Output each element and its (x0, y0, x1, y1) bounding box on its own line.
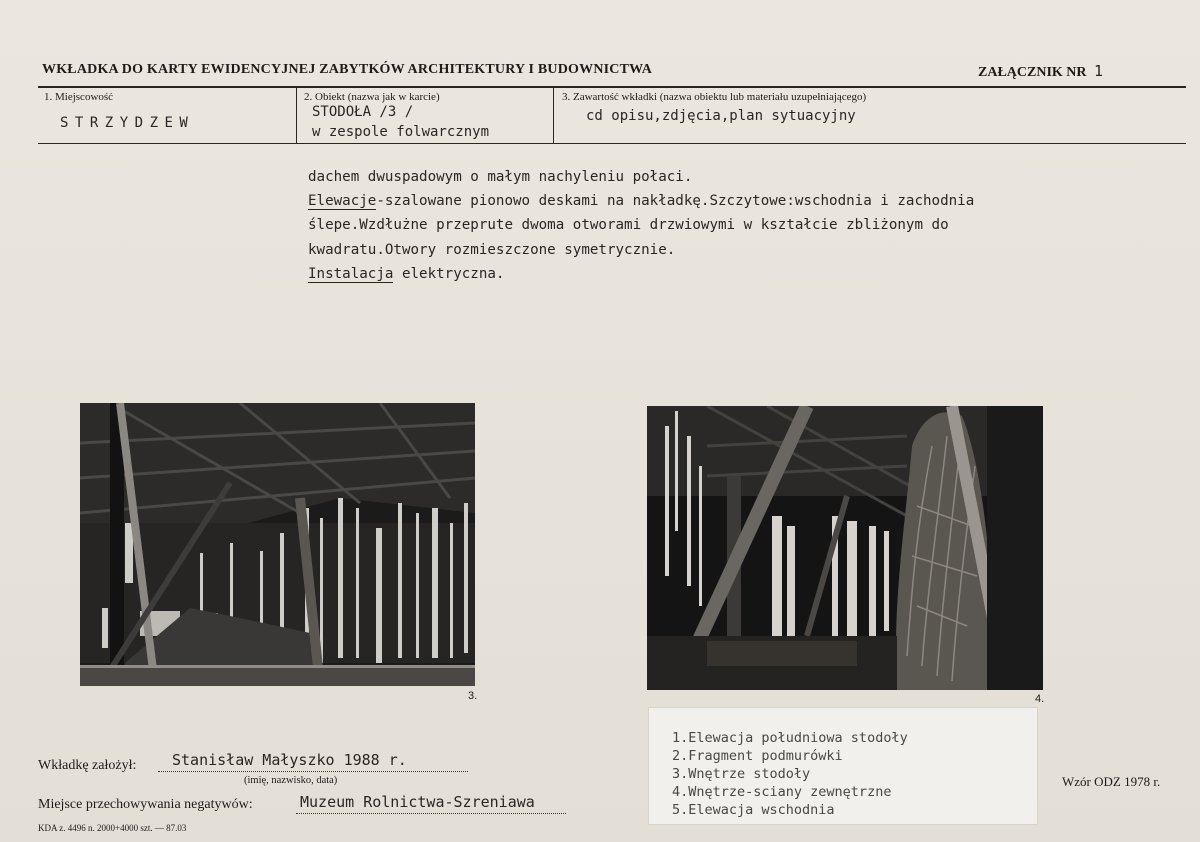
field-divider-1 (296, 88, 297, 144)
installation-term: Instalacja (308, 265, 394, 282)
field-divider-2 (553, 88, 554, 144)
field-2-value-line1: STODOŁA /3 / (312, 104, 414, 120)
created-by-label: Wkładkę założył: (38, 758, 137, 773)
field-3-value: cd opisu,zdjęcia,plan sytuacyjny (586, 108, 856, 124)
negative-storage-line (296, 813, 566, 814)
caption-item: 5.Elewacja wschodnia (672, 802, 835, 818)
field-3-label: 3. Zawartość wkładki (nazwa obiektu lub materiału uzupełniającego) (562, 91, 867, 103)
photo-number-3: 3. (468, 690, 478, 702)
created-by-hint: (imię, nazwisko, data) (244, 775, 338, 786)
annex-number: 1 (1094, 62, 1104, 80)
annex-label (978, 62, 1103, 81)
description-line (308, 189, 974, 213)
negative-storage-label: Miejsce przechowywania negatywów: (38, 797, 253, 812)
header-rule (38, 86, 1186, 88)
caption-item: 3.Wnętrze stodoły (672, 766, 811, 782)
installation-text: elektryczna. (393, 265, 505, 282)
negative-storage-value: Muzeum Rolnictwa-Szreniawa (300, 793, 535, 811)
caption-item: 2.Fragment podmurówki (672, 748, 843, 764)
description-line: dachem dwuspadowym o małym nachyleniu połaci. (308, 169, 693, 185)
print-info: KDA z. 4496 n. 2000+4000 szt. — 87.03 (38, 823, 187, 833)
created-by-value: Stanisław Małyszko 1988 r. (172, 751, 407, 769)
annex-label-text: ZAŁĄCZNIK NR (978, 65, 1087, 80)
photo-barn-interior (80, 403, 475, 686)
form-model: Wzór ODZ 1978 r. (1062, 774, 1161, 789)
description-line: ślepe.Wzdłużne przeprute dwoma otworami drzwiowymi w kształcie zbliżonym do (308, 217, 949, 234)
field-1-value: STRZYDZEW (60, 115, 195, 131)
fields-bottom-rule (38, 143, 1186, 144)
field-1-label: 1. Miejscowość (44, 91, 114, 103)
elevations-term: Elewacje (308, 193, 377, 210)
elevations-text: -szalowane pionowo deskami na nakładkę.Szczytowe:wschodnia i zachodnia (376, 193, 975, 210)
form-title: WKŁADKA DO KARTY EWIDENCYJNEJ ZABYTKÓW ARCHITEKTURY I BUDOWNICTWA (42, 62, 653, 77)
field-2-label: 2. Obiekt (nazwa jak w karcie) (304, 91, 440, 103)
caption-list (672, 729, 908, 819)
description-text (308, 165, 974, 286)
caption-item: 4.Wnętrze-sciany zewnętrzne (672, 784, 892, 800)
description-line: kwadratu.Otwory rozmieszczone symetrycznie. (308, 241, 676, 258)
description-line (308, 262, 974, 286)
photo-number-4: 4. (1035, 693, 1045, 705)
created-by-line (158, 771, 468, 772)
field-2-value-line2: w zespole folwarcznym (312, 124, 490, 140)
caption-item: 1.Elewacja południowa stodoły (672, 730, 908, 746)
photo-interior-walls (647, 406, 1043, 690)
